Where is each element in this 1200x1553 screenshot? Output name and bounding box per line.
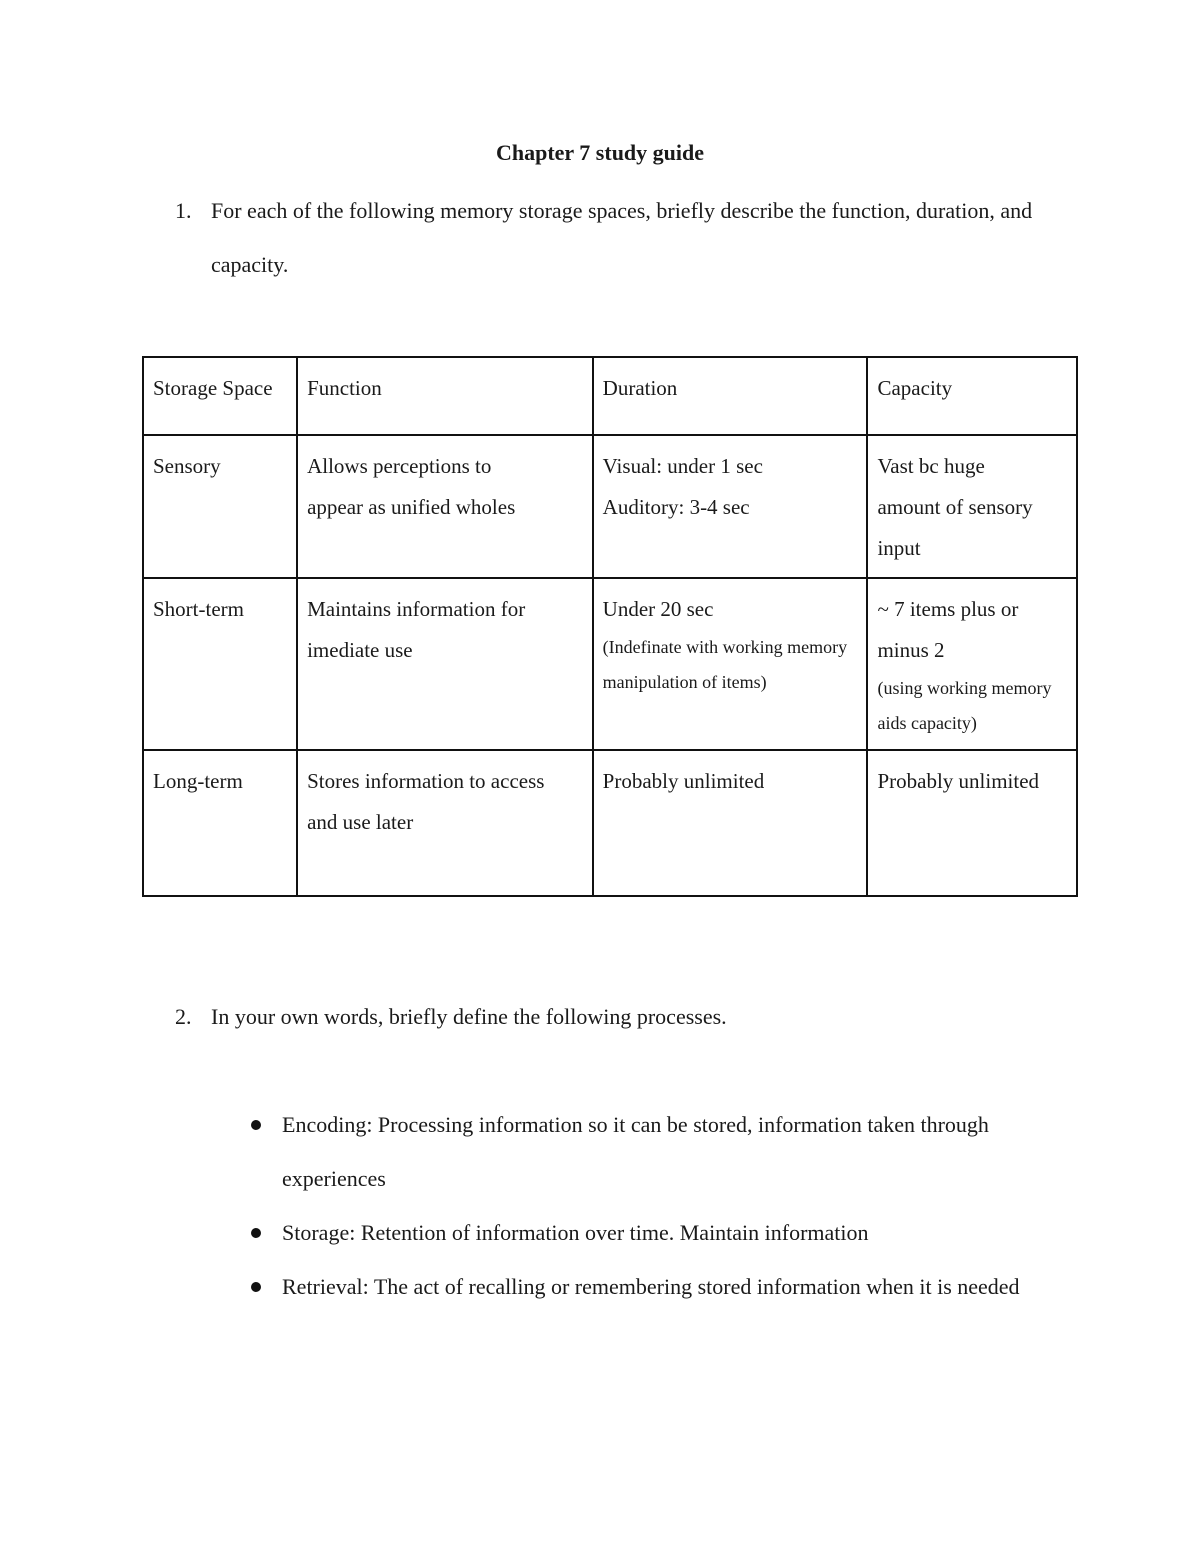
header-capacity: Capacity — [867, 357, 1077, 435]
question-1 — [175, 184, 1033, 277]
function-cell — [297, 750, 593, 896]
table-header-row — [143, 357, 1077, 435]
cell-line: Maintains information for — [307, 597, 526, 621]
capacity-cell — [867, 578, 1077, 750]
cell-line: ~ 7 items plus or — [877, 597, 1019, 621]
cell-line: Probably unlimited — [877, 769, 1040, 793]
question-1-text: For each of the following memory storage spaces, briefly describe the function, duration, and capacity. — [211, 198, 1033, 277]
header-function: Function — [297, 357, 593, 435]
cell-line: Allows perceptions to — [307, 454, 492, 478]
process-list — [245, 1098, 1065, 1314]
cell-line: input — [877, 536, 921, 560]
cell-line: Probably unlimited — [602, 769, 765, 793]
process-storage: Storage: Retention of information over time. Maintain information — [282, 1220, 869, 1245]
cell-line: imediate use — [307, 638, 413, 662]
bullet-icon — [251, 1282, 261, 1292]
memory-storage-table — [142, 356, 1078, 897]
storage-space-cell: Short-term — [143, 578, 297, 750]
capacity-cell — [867, 435, 1077, 578]
cell-line: and use later — [307, 810, 414, 834]
storage-space-cell: Long-term — [143, 750, 297, 896]
cell-line: minus 2 — [877, 638, 945, 662]
header-duration: Duration — [593, 357, 868, 435]
duration-cell — [593, 750, 868, 896]
cell-line: Stores information to access — [307, 769, 545, 793]
process-retrieval: Retrieval: The act of recalling or remembering stored information when it is needed — [282, 1274, 1020, 1299]
cell-line: appear as unified wholes — [307, 495, 516, 519]
duration-cell — [593, 578, 868, 750]
cell-line: Auditory: 3-4 sec — [602, 495, 750, 519]
cell-line: Under 20 sec — [602, 597, 714, 621]
question-2-text: In your own words, briefly define the following processes. — [211, 1004, 727, 1029]
function-cell — [297, 578, 593, 750]
storage-space-cell: Sensory — [143, 435, 297, 578]
function-cell — [297, 435, 593, 578]
question-2 — [175, 990, 727, 1044]
capacity-cell — [867, 750, 1077, 896]
list-item — [245, 1260, 1065, 1314]
table-row — [143, 750, 1077, 896]
list-item — [245, 1098, 1065, 1206]
cell-line: amount of sensory — [877, 495, 1033, 519]
question-2-number: 2. — [175, 1004, 192, 1029]
header-storage-space: Storage Space — [143, 357, 297, 435]
capacity-note: (using working memory aids capacity) — [877, 678, 1052, 733]
table-row — [143, 578, 1077, 750]
duration-note: (Indefinate with working memory manipulation of items) — [602, 637, 848, 692]
question-1-number: 1. — [175, 198, 192, 223]
bullet-icon — [251, 1120, 261, 1130]
process-encoding: Encoding: Processing information so it can be stored, information taken through experiences — [282, 1112, 989, 1191]
duration-cell — [593, 435, 868, 578]
bullet-icon — [251, 1228, 261, 1238]
table-row — [143, 435, 1077, 578]
cell-line: Visual: under 1 sec — [602, 454, 763, 478]
cell-line: Vast bc huge — [877, 454, 985, 478]
list-item — [245, 1206, 1065, 1260]
page-title: Chapter 7 study guide — [495, 140, 705, 165]
